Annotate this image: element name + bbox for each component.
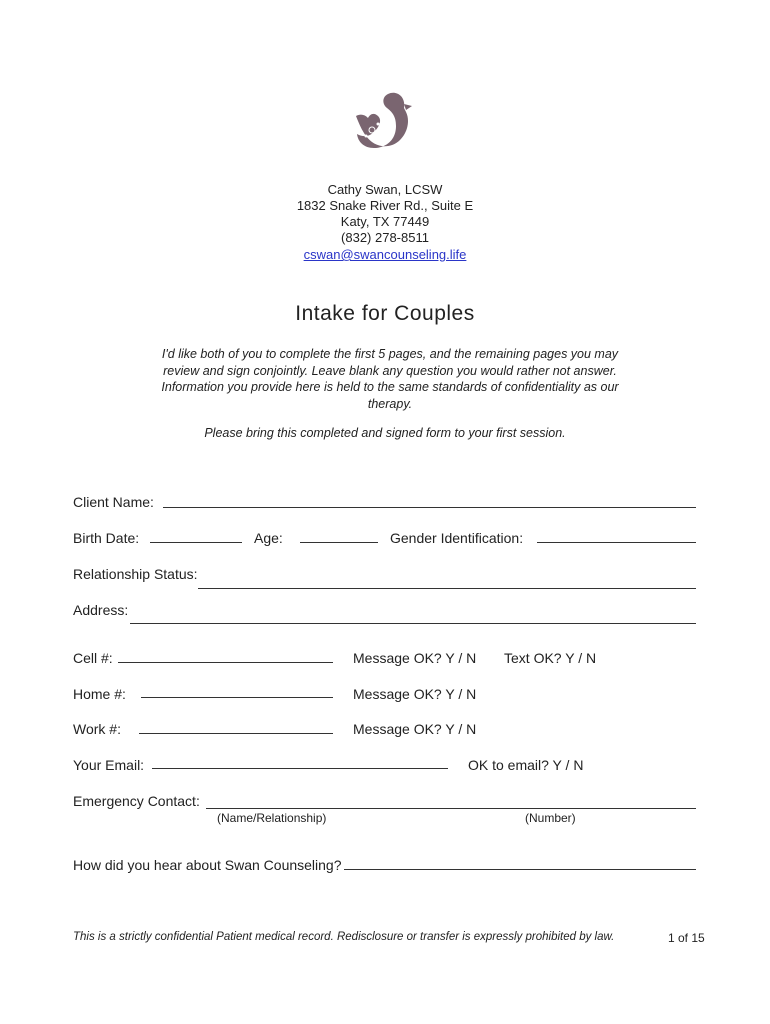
relationship-status-label: Relationship Status: [73,566,198,582]
swan-ornament [380,132,385,137]
phone-number: (832) 278-8511 [341,230,429,245]
confidentiality-notice: This is a strictly confidential Patient medical record. Redisclosure or transfer is expressly prohibited by law. [73,931,615,943]
age-label: Age: [254,530,283,546]
swan-beak-shape [404,104,412,110]
street-address: 1832 Snake River Rd., Suite E [296,198,474,213]
emergency-contact-label: Emergency Contact: [73,793,200,809]
referral-label: How did you hear about Swan Counseling? [73,857,342,873]
emergency-number-hint: (Number) [525,811,576,825]
cell-message-ok[interactable]: Message OK? Y / N [353,650,477,666]
cell-text-ok[interactable]: Text OK? Y / N [504,650,597,666]
work-label: Work #: [73,721,121,737]
home-message-ok[interactable]: Message OK? Y / N [353,686,477,702]
intro-paragraph: I'd like both of you to complete the first 5 pages, and the remaining pages you may review and sign conjointly. Leave blank any question you would rather not answer. Information you provide here is held to the same standards of confidentiality as our therapy. [161,347,619,411]
address-field[interactable] [130,623,696,624]
email-ok[interactable]: OK to email? Y / N [468,757,584,773]
swan-logo [352,86,418,164]
client-name-field[interactable] [163,507,696,508]
birth-date-field[interactable] [150,542,242,543]
gender-label: Gender Identification: [390,530,524,546]
swan-ornament [377,123,380,126]
page-number: 1 of 15 [668,931,705,945]
work-field[interactable] [139,733,333,734]
email-row [0,247,770,263]
age-field[interactable] [300,542,378,543]
emergency-name-hint: (Name/Relationship) [217,811,327,825]
cell-field[interactable] [118,662,333,663]
client-name-label: Client Name: [73,494,154,510]
bring-note: Please bring this completed and signed form to your first session. [204,426,566,440]
referral-field[interactable] [344,869,696,870]
page-title: Intake for Couples [295,302,475,325]
email-field[interactable] [152,768,448,769]
swan-ornament [391,135,394,138]
work-message-ok[interactable]: Message OK? Y / N [353,721,477,737]
relationship-status-field[interactable] [198,588,696,589]
gender-field[interactable] [537,542,696,543]
cell-label: Cell #: [73,650,113,666]
email-link[interactable]: cswan@swancounseling.life [303,247,467,262]
emergency-contact-field[interactable] [206,808,696,809]
home-label: Home #: [73,686,126,702]
swan-ornament [365,135,368,138]
birth-date-label: Birth Date: [73,530,140,546]
swan-ornament [386,124,390,128]
city-state-zip: Katy, TX 77449 [340,214,430,229]
swan-body-shape [356,93,408,148]
practitioner-name: Cathy Swan, LCSW [327,182,443,197]
address-label: Address: [73,602,129,618]
email-label: Your Email: [73,757,145,773]
home-field[interactable] [141,697,333,698]
